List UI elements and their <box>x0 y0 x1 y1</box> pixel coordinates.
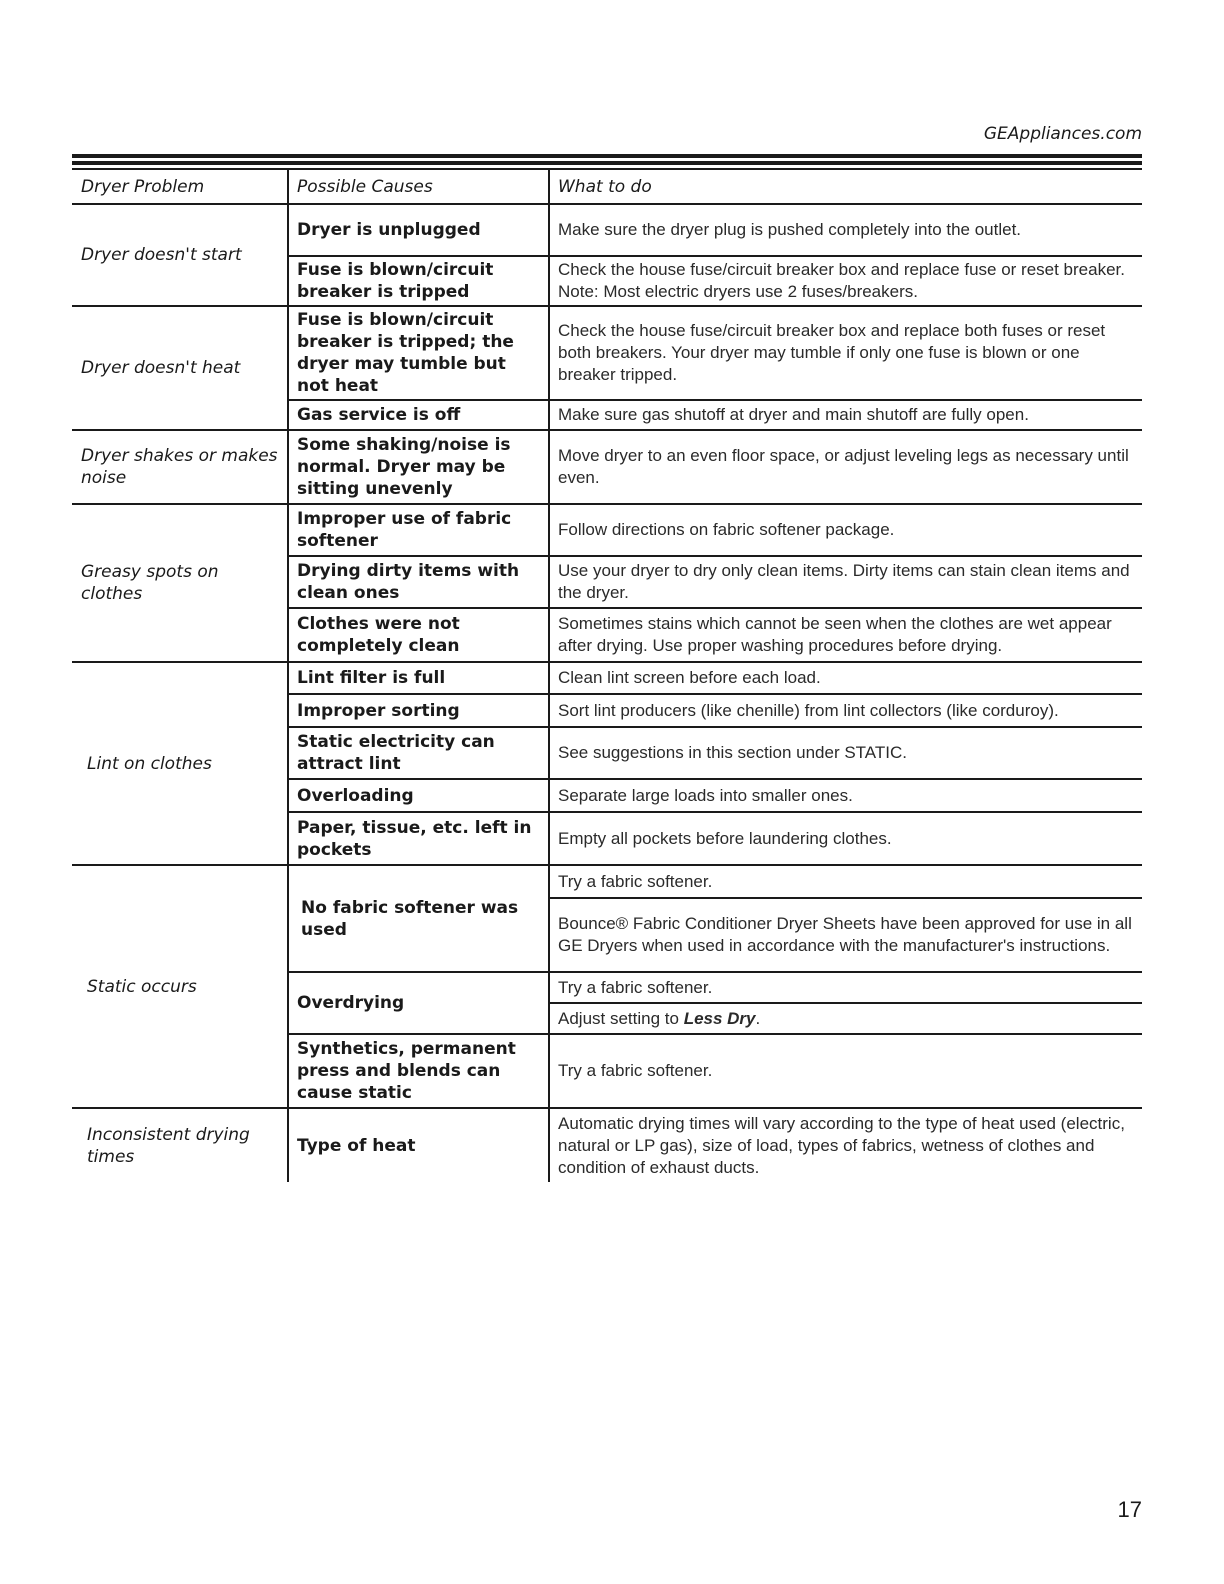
table-row <box>72 865 1142 898</box>
solution-cell: Try a fabric softener. <box>549 972 1142 1003</box>
cause-cell: Paper, tissue, etc. left in pockets <box>288 812 549 865</box>
cause-cell: Improper sorting <box>288 694 549 727</box>
solution-cell: Try a fabric softener. <box>549 865 1142 898</box>
solution-cell: Try a fabric softener. <box>549 1034 1142 1108</box>
solution-text: . <box>755 1008 761 1028</box>
header-double-rule <box>72 154 1142 168</box>
solution-cell: Move dryer to an even floor space, or adjust leveling legs as necessary until even. <box>549 430 1142 504</box>
cause-cell: Drying dirty items with clean ones <box>288 556 549 608</box>
table-row <box>72 204 1142 256</box>
cause-cell: Lint filter is full <box>288 662 549 694</box>
solution-cell: Sort lint producers (like chenille) from lint collectors (like corduroy). <box>549 694 1142 727</box>
cause-cell: Dryer is unplugged <box>288 204 549 256</box>
solution-cell: Sometimes stains which cannot be seen when the clothes are wet appear after drying. Use proper washing procedures before drying. <box>549 608 1142 662</box>
cause-cell: Overloading <box>288 779 549 812</box>
problem-lint: Lint on clothes <box>72 662 288 865</box>
solution-cell: See suggestions in this section under STATIC. <box>549 727 1142 779</box>
header-what-to-do: What to do <box>549 169 1142 204</box>
solution-cell: Clean lint screen before each load. <box>549 662 1142 694</box>
header-possible-causes: Possible Causes <box>288 169 549 204</box>
problem-inconsistent-drying: Inconsistent drying times <box>72 1108 288 1182</box>
solution-cell: Bounce® Fabric Conditioner Dryer Sheets have been approved for use in all GE Dryers when used in accordance with the manufacturer's instructions. <box>549 898 1142 972</box>
table-row <box>72 430 1142 504</box>
header-dryer-problem: Dryer Problem <box>72 169 288 204</box>
cause-cell: Clothes were not completely clean <box>288 608 549 662</box>
table-row <box>72 504 1142 556</box>
cause-cell: No fabric softener was used <box>288 865 549 972</box>
table-row <box>72 662 1142 694</box>
troubleshooting-table <box>72 168 1142 1182</box>
cause-cell: Static electricity can attract lint <box>288 727 549 779</box>
cause-cell: Improper use of fabric softener <box>288 504 549 556</box>
problem-greasy-spots: Greasy spots on clothes <box>72 504 288 662</box>
solution-cell: Follow directions on fabric softener package. <box>549 504 1142 556</box>
problem-static: Static occurs <box>72 865 288 1108</box>
table-row <box>72 1108 1142 1182</box>
problem-shakes-noise: Dryer shakes or makes noise <box>72 430 288 504</box>
solution-cell: Use your dryer to dry only clean items. Dirty items can stain clean items and the dryer. <box>549 556 1142 608</box>
cause-cell: Gas service is off <box>288 400 549 430</box>
cause-cell: Some shaking/noise is normal. Dryer may be sitting unevenly <box>288 430 549 504</box>
page-number: 17 <box>1117 1497 1142 1522</box>
setting-less-dry: Less Dry <box>683 1008 756 1028</box>
problem-doesnt-heat: Dryer doesn't heat <box>72 306 288 430</box>
table-row <box>72 306 1142 400</box>
solution-cell: Check the house fuse/circuit breaker box and replace both fuses or reset both breakers. Your dryer may tumble if only one fuse is blown or one breaker tripped. <box>549 306 1142 400</box>
solution-cell: Empty all pockets before laundering clothes. <box>549 812 1142 865</box>
solution-cell: Separate large loads into smaller ones. <box>549 779 1142 812</box>
solution-cell: Check the house fuse/circuit breaker box and replace fuse or reset breaker. Note: Most electric dryers use 2 fuses/breakers. <box>549 256 1142 306</box>
site-url: GEAppliances.com <box>983 124 1142 144</box>
table-header-row <box>72 169 1142 204</box>
cause-cell: Fuse is blown/circuit breaker is tripped; the dryer may tumble but not heat <box>288 306 549 400</box>
solution-text: Adjust setting to <box>558 1008 684 1028</box>
solution-cell: Make sure gas shutoff at dryer and main shutoff are fully open. <box>549 400 1142 430</box>
cause-cell: Type of heat <box>288 1108 549 1182</box>
cause-cell: Overdrying <box>288 972 549 1034</box>
solution-cell <box>549 1003 1142 1034</box>
cause-cell: Synthetics, permanent press and blends can cause static <box>288 1034 549 1108</box>
solution-cell: Automatic drying times will vary according to the type of heat used (electric, natural or LP gas), size of load, types of fabrics, wetness of clothes and condition of exhaust ducts. <box>549 1108 1142 1182</box>
cause-cell: Fuse is blown/circuit breaker is tripped <box>288 256 549 306</box>
solution-cell: Make sure the dryer plug is pushed completely into the outlet. <box>549 204 1142 256</box>
problem-doesnt-start: Dryer doesn't start <box>72 204 288 306</box>
